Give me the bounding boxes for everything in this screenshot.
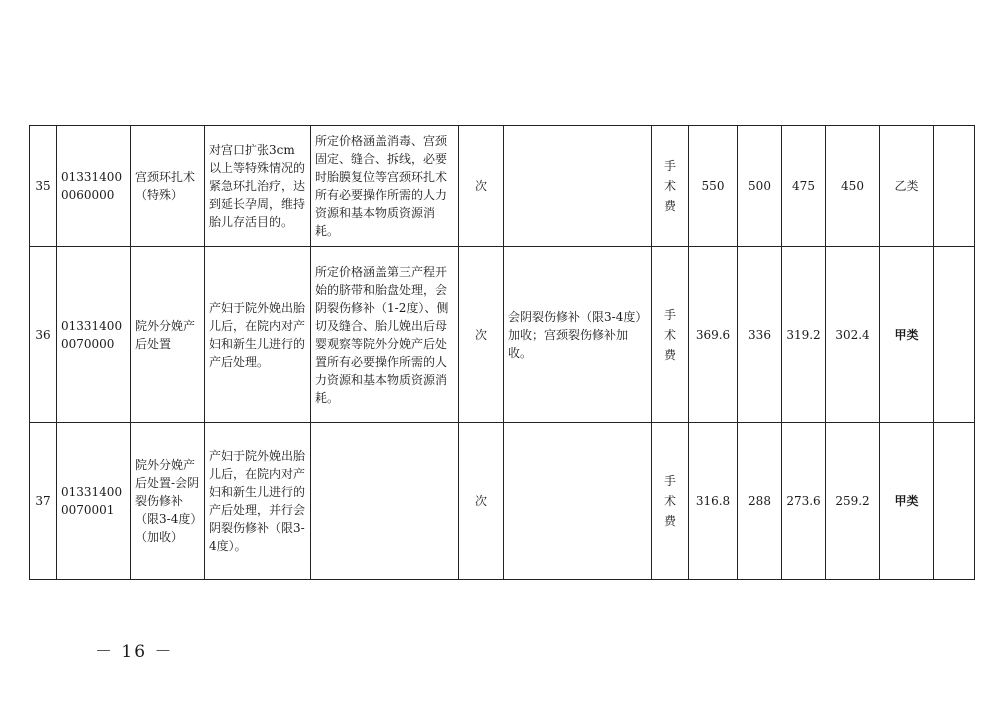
item-code: 013314000060000 bbox=[57, 126, 131, 247]
price-level-2: 288 bbox=[738, 423, 782, 580]
price-level-2: 336 bbox=[738, 247, 782, 423]
fee-category bbox=[652, 247, 689, 423]
insurance-class: 乙类 bbox=[880, 126, 934, 247]
item-code: 013314000070001 bbox=[57, 423, 131, 580]
price-scope: 所定价格涵盖第三产程开始的脐带和胎盘处理，会阴裂伤修补（1-2度）、侧切及缝合、胎儿娩出后母婴观察等院外分娩产后处置所有必要操作所需的人力资源和基本物质资源消耗。 bbox=[311, 247, 459, 423]
insurance-class: 甲类 bbox=[880, 423, 934, 580]
item-connotation: 对宫口扩张3cm以上等特殊情况的紧急环扎治疗，达到延长孕周，维持胎儿存活目的。 bbox=[205, 126, 311, 247]
row-number: 35 bbox=[30, 126, 57, 247]
price-level-2: 500 bbox=[738, 126, 782, 247]
table-row bbox=[30, 247, 975, 423]
item-connotation: 产妇于院外娩出胎儿后，在院内对产妇和新生儿进行的产后处理。 bbox=[205, 247, 311, 423]
fee-category bbox=[652, 126, 689, 247]
fee-category-text: 手术费 bbox=[664, 307, 677, 362]
insurance-class: 甲类 bbox=[880, 247, 934, 423]
extension-note bbox=[504, 423, 652, 580]
item-name: 宫颈环扎术（特殊） bbox=[131, 126, 205, 247]
table-row bbox=[30, 423, 975, 580]
price-scope bbox=[311, 423, 459, 580]
price-level-4: 259.2 bbox=[826, 423, 880, 580]
pricing-unit: 次 bbox=[459, 247, 504, 423]
fee-category-text: 手术费 bbox=[664, 474, 677, 528]
row-number: 36 bbox=[30, 247, 57, 423]
item-name: 院外分娩产后处置 bbox=[131, 247, 205, 423]
fee-table bbox=[29, 125, 975, 580]
remark bbox=[934, 247, 975, 423]
price-level-3: 475 bbox=[782, 126, 826, 247]
price-level-1: 369.6 bbox=[689, 247, 738, 423]
price-level-1: 550 bbox=[689, 126, 738, 247]
fee-category bbox=[652, 423, 689, 580]
extension-note: 会阴裂伤修补（限3-4度）加收；宫颈裂伤修补加收。 bbox=[504, 247, 652, 423]
fee-category-text: 手术费 bbox=[664, 159, 677, 213]
pricing-unit: 次 bbox=[459, 126, 504, 247]
price-level-3: 273.6 bbox=[782, 423, 826, 580]
price-level-1: 316.8 bbox=[689, 423, 738, 580]
remark bbox=[934, 423, 975, 580]
remark bbox=[934, 126, 975, 247]
price-level-3: 319.2 bbox=[782, 247, 826, 423]
price-level-4: 450 bbox=[826, 126, 880, 247]
item-connotation: 产妇于院外娩出胎儿后，在院内对产妇和新生儿进行的产后处理，并行会阴裂伤修补（限3-4度）。 bbox=[205, 423, 311, 580]
item-name: 院外分娩产后处置-会阴裂伤修补（限3-4度）（加收） bbox=[131, 423, 205, 580]
extension-note bbox=[504, 126, 652, 247]
pricing-unit: 次 bbox=[459, 423, 504, 580]
price-scope: 所定价格涵盖消毒、宫颈固定、缝合、拆线，必要时胎膜复位等宫颈环扎术所有必要操作所需的人力资源和基本物质资源消耗。 bbox=[311, 126, 459, 247]
page-number: － 16 － bbox=[95, 642, 174, 662]
price-level-4: 302.4 bbox=[826, 247, 880, 423]
table-row bbox=[30, 126, 975, 247]
row-number: 37 bbox=[30, 423, 57, 580]
item-code: 013314000070000 bbox=[57, 247, 131, 423]
